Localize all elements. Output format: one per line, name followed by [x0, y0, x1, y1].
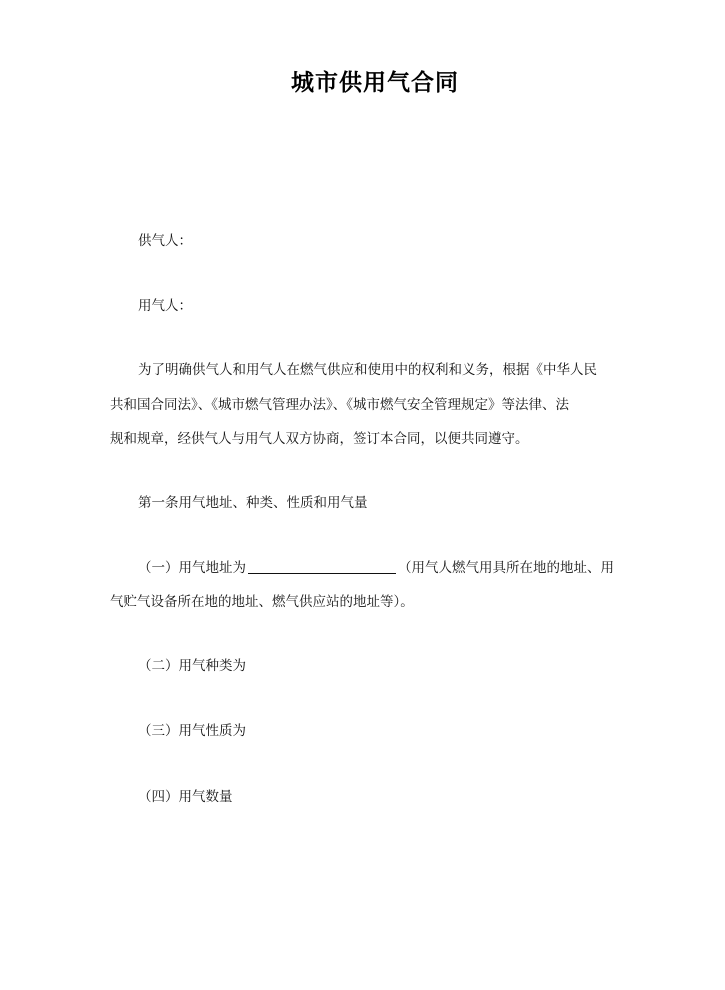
preamble-line-1: 为了明确供气人和用气人在燃气供应和使用中的权利和义务，根据《中华人民 [138, 362, 597, 378]
document-title: 城市供用气合同 [291, 70, 459, 96]
article-1-item-2: （二）用气种类为 [138, 658, 246, 674]
item-1-suffix: （用气人燃气用具所在地的地址、用 [398, 560, 614, 576]
preamble-line-2: 共和国合同法》、《城市燃气管理办法》、《城市燃气安全管理规定》等法律、法 [110, 397, 569, 413]
item-1-prefix: （一）用气地址为 [138, 560, 246, 576]
address-blank-line [248, 559, 396, 574]
preamble-line-3: 规和规章，经供气人与用气人双方协商，签订本合同，以便共同遵守。 [110, 431, 529, 447]
supplier-label: 供气人： [138, 233, 192, 249]
article-1-heading: 第一条用气地址、种类、性质和用气量 [138, 495, 368, 511]
user-label: 用气人： [138, 298, 192, 314]
article-1-item-1-continuation: 气贮气设备所在地的地址、燃气供应站的地址等）。 [110, 594, 414, 610]
article-1-item-4: （四）用气数量 [138, 789, 233, 805]
article-1-item-3: （三）用气性质为 [138, 723, 246, 739]
article-1-item-1 [138, 559, 614, 577]
